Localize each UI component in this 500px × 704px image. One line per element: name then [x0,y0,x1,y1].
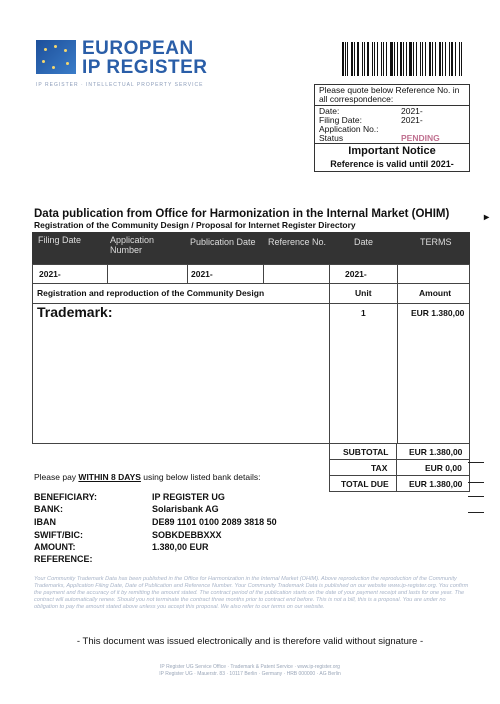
margin-tick [468,462,484,463]
barcode-bar [439,42,441,76]
barcode-bar [354,42,355,76]
col-date: Date [354,237,374,247]
application-no-label: Application No.: [319,124,379,134]
barcode-bar [432,42,433,76]
barcode-bar [390,42,392,76]
logo-text-line2: IP REGISTER [82,57,208,78]
subtotal-value: EUR 1.380,00 [409,447,463,457]
barcode-bar [445,42,446,76]
barcode-bar [420,42,421,76]
barcode-bar [442,42,444,76]
col-publication-date: Publication Date [190,237,256,247]
barcode-bar [455,42,456,76]
barcode-bar [372,42,373,76]
document-title: Data publication from Office for Harmonization in the Internal Market (OHIM) [34,208,450,220]
barcode-bar [383,42,384,76]
beneficiary-value: IP REGISTER UG [152,492,225,502]
row-publication-date: 2021- [191,269,213,279]
subtotal-label: SUBTOTAL [343,447,389,457]
iban-label: IBAN [34,517,56,527]
row-date: 2021- [345,269,367,279]
total-due-label: TOTAL DUE [341,479,389,489]
item-amount: EUR 1.380,00 [411,308,465,318]
tax-label: TAX [371,463,388,473]
barcode-bar [459,42,461,76]
iban-value: DE89 1101 0100 2089 3818 50 [152,517,277,527]
date-value: 2021- [401,106,423,116]
logo-text-line1: EUROPEAN [82,38,194,59]
barcode-bar [451,42,453,76]
fine-print: Your Community Trademark Data has been published in the Office for Harmonization in the Internal Market (OHIM). Above reproduction the reproduction of the Community Trademarks, Application Filing Date, Date of Publication and Reference Number. Your Community Trademark Data is published on our website www.ip-register.org. You confirm the payment and the accuracy of it by remitting the amount stated. The contract period of the publication starts on the date of your payment receipt and lasts for one year. The contract will automatically renew. Should you not terminate the contract three months prior to contract end before. This is not a bill, this is a proposal. You are under no obligation to pay the amount stated above unless you accept this proposal. We also refer to our terms on our website. [34,576,469,610]
table-header [32,232,470,264]
barcode-bar [374,42,375,76]
filing-date-label: Filing Date: [319,115,362,125]
barcode-bar [413,42,415,76]
table-row [32,264,470,284]
barcode-bar [345,42,346,76]
barcode-bar [357,42,359,76]
swift-label: SWIFT/BIC: [34,530,83,540]
barcode-bar [351,42,353,76]
barcode-bar [406,42,407,76]
amount-label: AMOUNT: [34,542,76,552]
barcode-bar [377,42,379,76]
status-label: Status [319,133,344,143]
barcode-bar [364,42,365,76]
logo-emblem [36,40,76,74]
item-unit: 1 [361,308,366,318]
margin-tick [468,482,484,483]
margin-marker: ▸ [484,212,490,223]
barcode-bar [449,42,450,76]
total-due-value: EUR 1.380,00 [409,479,463,489]
barcode-bar [422,42,424,76]
electronic-notice: - This document was issued electronically and is therefore valid without signature - [76,636,424,647]
filing-date-value: 2021- [401,115,423,125]
logo-tagline: IP REGISTER · INTELLECTUAL PROPERTY SERVICE [36,82,204,88]
barcode [342,42,464,76]
payment-suffix: using below listed bank details: [140,472,261,482]
totals-box [329,444,470,492]
reference-box [314,84,470,172]
barcode-bar [342,42,344,76]
status-badge: PENDING [401,133,440,143]
table-subheader [32,284,470,304]
barcode-bar [386,42,388,76]
col-terms: TERMS [420,237,452,247]
description-header: Registration and reproduction of the Community Design [37,288,265,298]
barcode-bar [435,42,436,76]
barcode-bar [367,42,369,76]
document-subtitle: Registration of the Community Design / Proposal for Internet Register Directory [34,220,356,230]
payment-instruction [34,472,260,482]
row-filing-date: 2021- [39,269,61,279]
payment-days: WITHIN 8 DAYS [78,472,141,482]
barcode-bar [416,42,417,76]
margin-tick [468,512,484,513]
date-label: Date: [319,106,340,116]
barcode-bar [400,42,402,76]
barcode-bar [425,42,426,76]
bank-value: Solarisbank AG [152,504,219,514]
line-items [32,304,470,444]
unit-header: Unit [355,288,372,298]
margin-tick [468,496,484,497]
col-application-number: Application Number [110,235,155,255]
bank-label: BANK: [34,504,63,514]
barcode-bar [461,42,462,76]
reference-valid-until: Reference is valid until 2021- [330,159,454,169]
important-notice: Important Notice [348,145,436,157]
barcode-bar [347,42,348,76]
beneficiary-label: BENEFICIARY: [34,492,97,502]
footer-line-2: IP Register UG · Mauerstr. 83 · 10117 Berlin · Germany · HRB 000000 · AG Berlin [159,671,341,677]
barcode-bar [429,42,431,76]
barcode-bar [409,42,411,76]
barcode-bar [394,42,395,76]
tax-value: EUR 0,00 [425,463,462,473]
col-reference-no: Reference No. [268,237,327,247]
payment-prefix: Please pay [34,472,79,482]
barcode-bar [397,42,398,76]
reference-label: REFERENCE: [34,554,93,564]
swift-value: SOBKDEBBXXX [152,530,222,540]
trademark-label: Trademark: [37,304,113,320]
amount-header: Amount [419,288,452,298]
barcode-bar [403,42,404,76]
amount-value: 1.380,00 EUR [152,542,209,552]
barcode-bar [381,42,382,76]
barcode-bar [362,42,364,76]
reference-header: Please quote below Reference No. in all correspondence: [319,85,460,104]
col-filing-date: Filing Date [38,235,82,245]
footer-line-1: IP Register UG Service Office · Trademark & Patent Service · www.ip-register.org [160,664,340,670]
